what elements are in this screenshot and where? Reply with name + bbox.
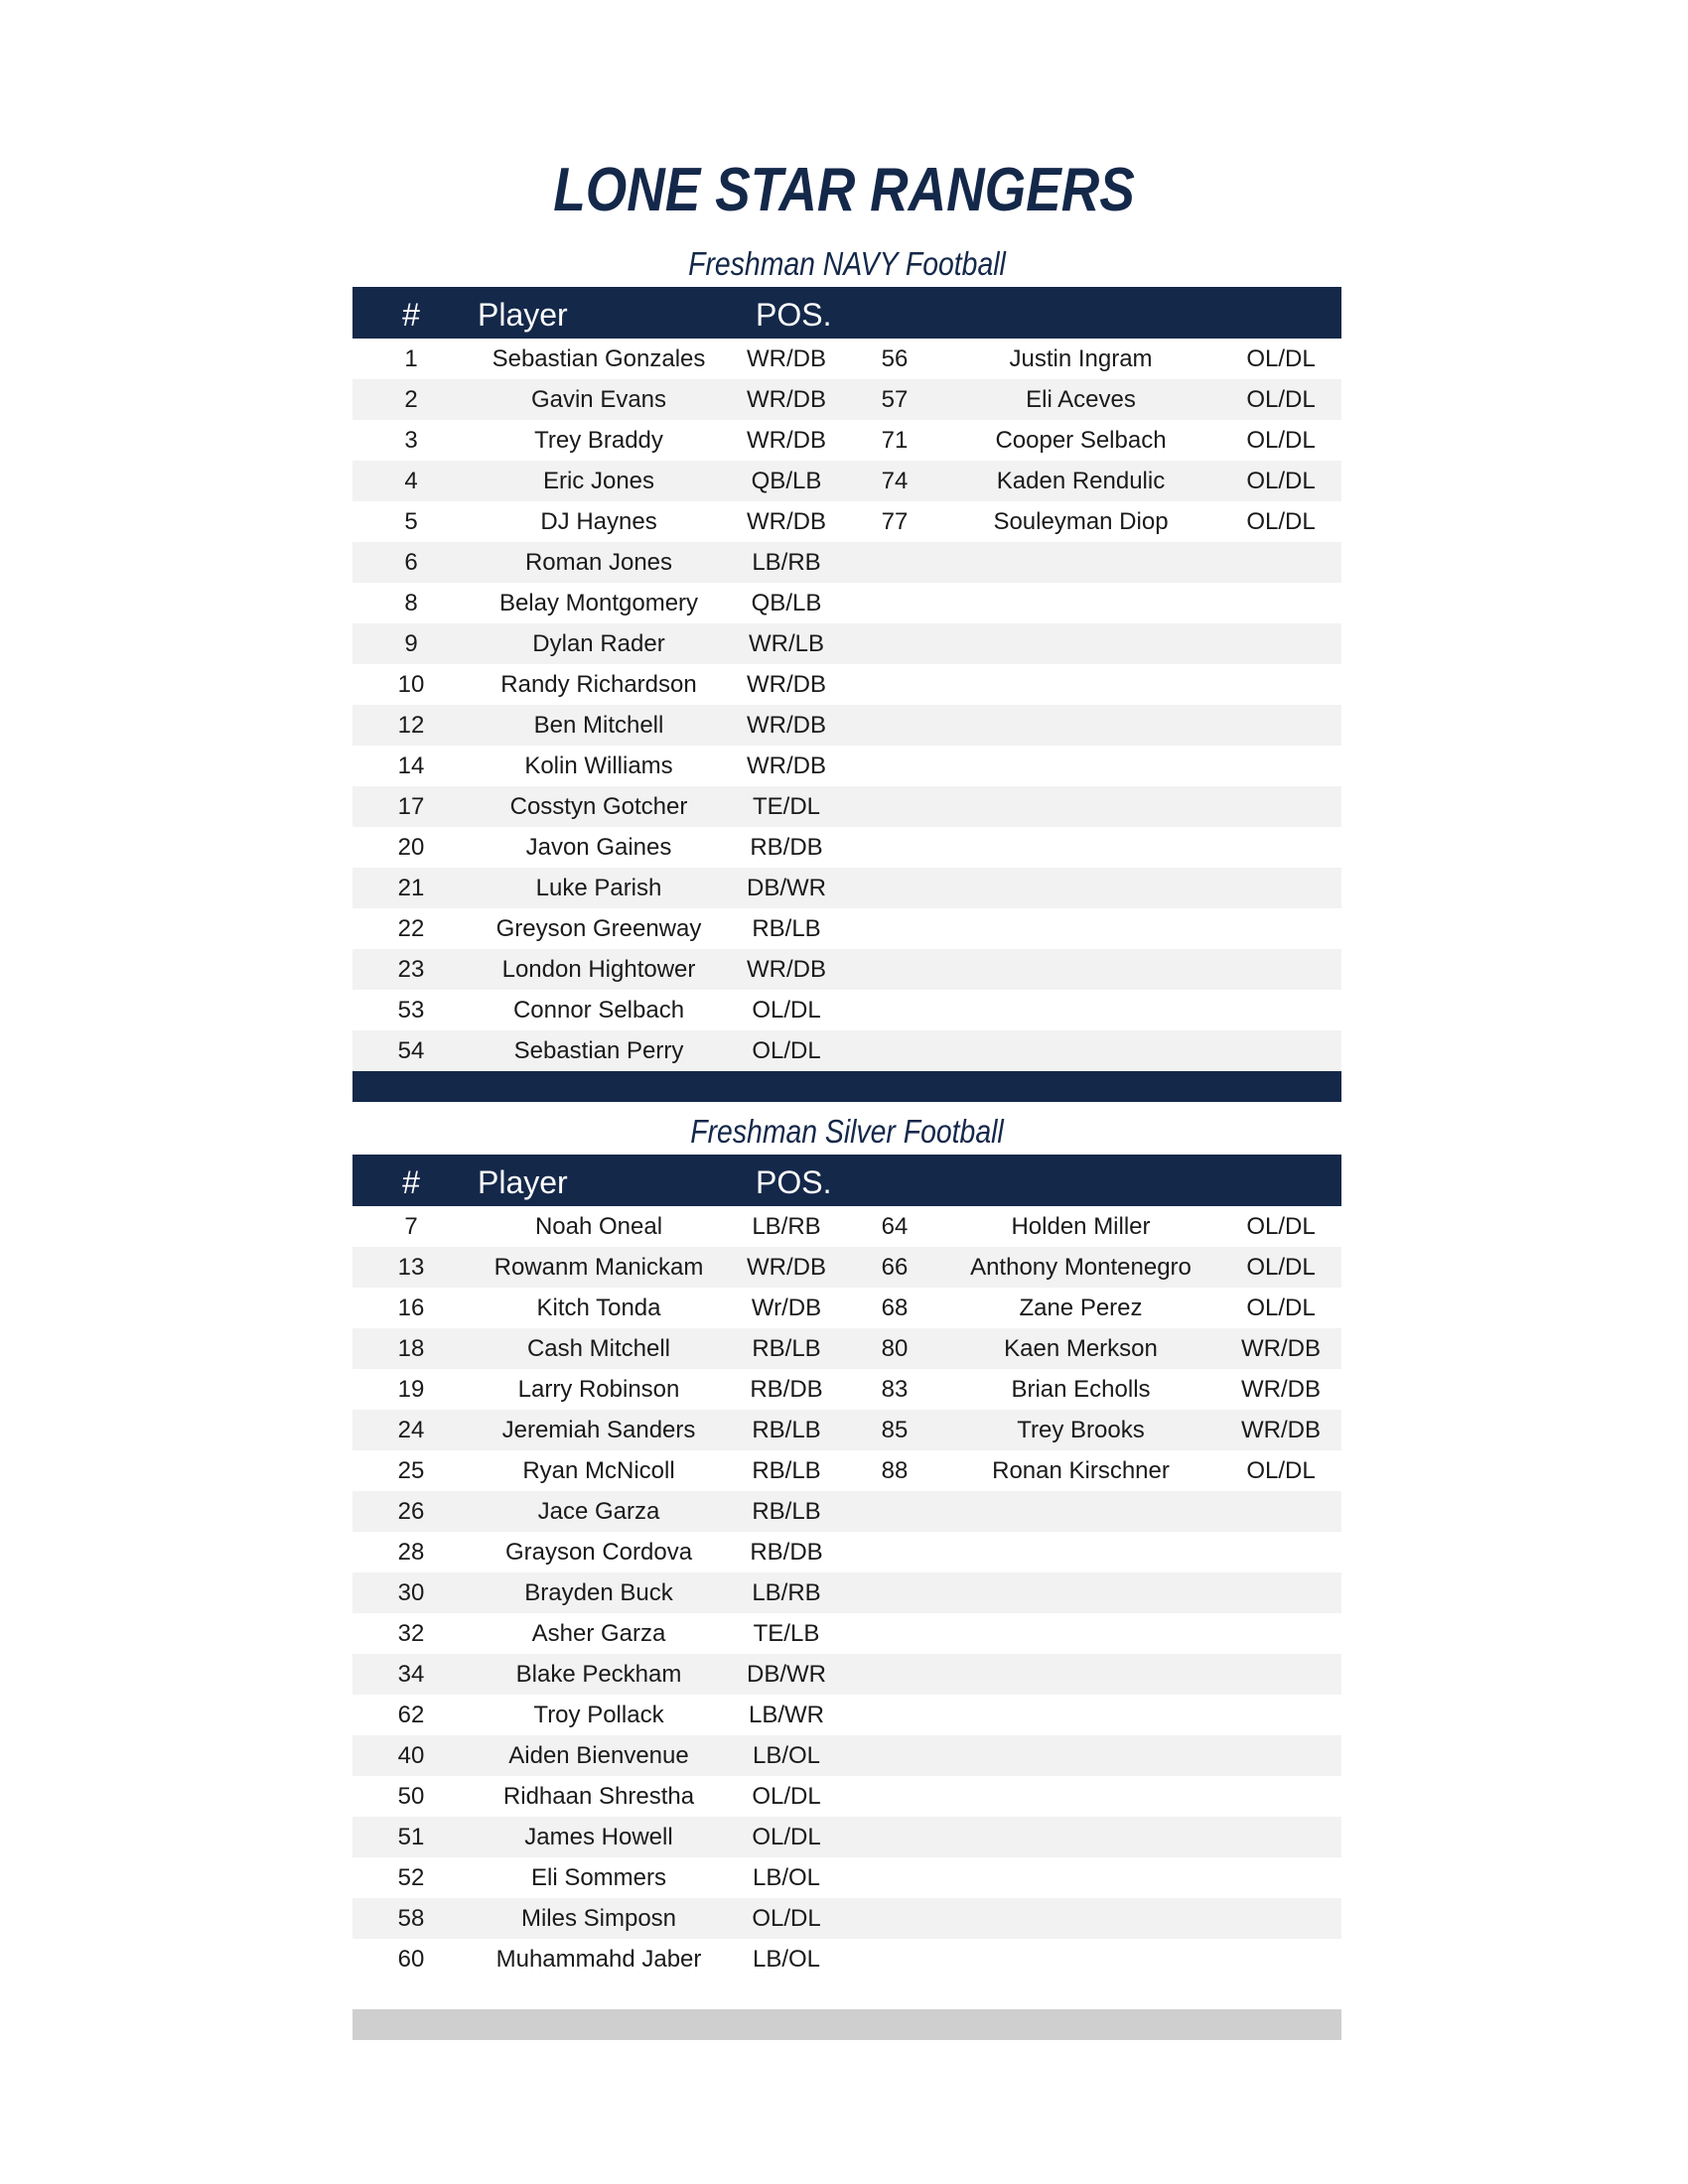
player-position: DB/WR — [747, 875, 826, 901]
player-number: 9 — [404, 630, 418, 657]
player-position: WR/DB — [747, 671, 826, 698]
player-position: LB/RB — [752, 1213, 821, 1240]
player-number: 6 — [404, 549, 418, 576]
player-name: Belay Montgomery — [498, 590, 699, 616]
table-row — [352, 664, 1341, 705]
player-number: 23 — [397, 956, 425, 983]
player-name: Eli Sommers — [530, 1864, 667, 1891]
table-row — [352, 1898, 1341, 1939]
player-number: 26 — [397, 1498, 425, 1525]
player-number: 24 — [397, 1417, 425, 1443]
player-number: 2 — [404, 386, 418, 413]
player-name: Cash Mitchell — [526, 1335, 671, 1362]
player-position: OL/DL — [1246, 1457, 1316, 1484]
player-name: Ben Mitchell — [533, 712, 664, 739]
player-name: Cooper Selbach — [995, 427, 1167, 454]
player-name: Cosstyn Gotcher — [509, 793, 688, 820]
player-name: Noah Oneal — [534, 1213, 663, 1240]
player-position: OL/DL — [1246, 386, 1316, 413]
table-row — [352, 461, 1341, 501]
player-position: OL/DL — [1246, 1254, 1316, 1281]
player-name: Brayden Buck — [524, 1579, 673, 1606]
player-position: WR/DB — [747, 1254, 826, 1281]
section-footer-bar — [352, 1071, 1341, 1102]
player-number: 1 — [404, 345, 418, 372]
table-row — [352, 1369, 1341, 1410]
player-name: Rowanm Manickam — [493, 1254, 704, 1281]
table-row — [352, 1328, 1341, 1369]
player-position: OL/DL — [752, 1783, 821, 1810]
player-number: 85 — [881, 1417, 909, 1443]
table-row — [352, 339, 1341, 379]
table-row — [352, 623, 1341, 664]
table-row — [352, 1532, 1341, 1572]
player-position: WR/LB — [748, 630, 824, 657]
player-number: 68 — [881, 1295, 909, 1321]
player-name: Kolin Williams — [524, 752, 673, 779]
player-name: Trey Braddy — [534, 427, 663, 454]
table-row — [352, 705, 1341, 746]
player-number: 22 — [397, 915, 425, 942]
player-name: London Hightower — [501, 956, 696, 983]
player-position: LB/OL — [752, 1946, 821, 1973]
table-row — [352, 1206, 1341, 1247]
player-number: 62 — [397, 1702, 425, 1728]
player-name: Miles Simposn — [520, 1905, 677, 1932]
player-number: 20 — [397, 834, 425, 861]
player-name: DJ Haynes — [540, 508, 657, 535]
player-number: 19 — [397, 1376, 425, 1403]
player-name: Blake Peckham — [515, 1661, 682, 1688]
player-name: Muhammahd Jaber — [495, 1946, 702, 1973]
player-number: 10 — [397, 671, 425, 698]
player-position: WR/DB — [747, 345, 826, 372]
player-number: 74 — [881, 468, 909, 494]
player-position: TE/LB — [753, 1620, 820, 1647]
roster-rows — [352, 339, 1341, 1071]
table-row — [352, 1695, 1341, 1735]
table-row — [352, 786, 1341, 827]
player-position: LB/RB — [752, 549, 821, 576]
table-row — [352, 1288, 1341, 1328]
player-position: WR/DB — [747, 508, 826, 535]
player-number: 13 — [397, 1254, 425, 1281]
player-position: QB/LB — [751, 590, 822, 616]
player-number: 56 — [881, 345, 909, 372]
player-name: Holden Miller — [1011, 1213, 1151, 1240]
player-number: 71 — [881, 427, 909, 454]
header-player: Player — [478, 297, 568, 333]
player-name: Zane Perez — [1019, 1295, 1143, 1321]
table-row — [352, 1939, 1341, 1979]
player-position: WR/DB — [747, 956, 826, 983]
player-number: 7 — [404, 1213, 418, 1240]
player-position: OL/DL — [1246, 427, 1316, 454]
player-position: OL/DL — [752, 1905, 821, 1932]
player-number: 64 — [881, 1213, 909, 1240]
player-number: 66 — [881, 1254, 909, 1281]
player-number: 54 — [397, 1037, 425, 1064]
player-position: RB/LB — [752, 1498, 821, 1525]
player-name: James Howell — [524, 1824, 673, 1850]
table-row — [352, 1735, 1341, 1776]
header-position: POS. — [756, 297, 832, 333]
table-row — [352, 908, 1341, 949]
table-row — [352, 1030, 1341, 1071]
table-row — [352, 1776, 1341, 1817]
table-row — [352, 990, 1341, 1030]
player-position: RB/LB — [752, 915, 821, 942]
table-row — [352, 379, 1341, 420]
player-name: Sebastian Gonzales — [492, 345, 706, 372]
player-position: LB/WR — [748, 1702, 824, 1728]
table-row — [352, 1857, 1341, 1898]
player-name: Grayson Cordova — [504, 1539, 693, 1566]
table-row — [352, 1491, 1341, 1532]
player-position: LB/RB — [752, 1579, 821, 1606]
header-player: Player — [478, 1164, 568, 1200]
player-number: 83 — [881, 1376, 909, 1403]
table-row — [352, 746, 1341, 786]
player-name: Trey Brooks — [1017, 1417, 1145, 1443]
player-position: Wr/DB — [751, 1295, 822, 1321]
player-name: Ryan McNicoll — [522, 1457, 675, 1484]
player-name: Gavin Evans — [530, 386, 667, 413]
player-name: Greyson Greenway — [495, 915, 702, 942]
player-number: 34 — [397, 1661, 425, 1688]
table-row — [352, 949, 1341, 990]
player-number: 32 — [397, 1620, 425, 1647]
header-number: # — [402, 297, 420, 333]
player-number: 12 — [397, 712, 425, 739]
player-number: 40 — [397, 1742, 425, 1769]
player-name: Sebastian Perry — [513, 1037, 684, 1064]
player-number: 28 — [397, 1539, 425, 1566]
player-position: RB/DB — [750, 834, 823, 861]
player-position: WR/DB — [747, 386, 826, 413]
page-title: LONE STAR RANGERS — [553, 156, 1135, 224]
table-row — [352, 868, 1341, 908]
table-header — [352, 1155, 1341, 1206]
player-name: Randy Richardson — [500, 671, 697, 698]
player-position: DB/WR — [747, 1661, 826, 1688]
player-name: Aiden Bienvenue — [508, 1742, 689, 1769]
player-number: 3 — [404, 427, 418, 454]
table-row — [352, 827, 1341, 868]
player-position: TE/DL — [752, 793, 820, 820]
player-number: 80 — [881, 1335, 909, 1362]
player-name: Larry Robinson — [517, 1376, 680, 1403]
player-name: Brian Echolls — [1011, 1376, 1151, 1403]
player-position: LB/OL — [752, 1864, 821, 1891]
player-position: OL/DL — [1246, 345, 1316, 372]
player-position: RB/LB — [752, 1417, 821, 1443]
player-number: 30 — [397, 1579, 425, 1606]
table-row — [352, 1247, 1341, 1288]
player-number: 51 — [397, 1824, 425, 1850]
player-number: 17 — [397, 793, 425, 820]
player-name: Roman Jones — [524, 549, 673, 576]
player-name: Justin Ingram — [1009, 345, 1153, 372]
table-row — [352, 1613, 1341, 1654]
player-name: Jace Garza — [537, 1498, 660, 1525]
table-header — [352, 287, 1341, 339]
player-number: 50 — [397, 1783, 425, 1810]
player-name: Connor Selbach — [512, 997, 685, 1024]
section-subtitle: Freshman Silver Football — [690, 1113, 1004, 1150]
section-footer-bar — [352, 2009, 1341, 2040]
table-row — [352, 1410, 1341, 1450]
table-row — [352, 542, 1341, 583]
player-position: OL/DL — [1246, 508, 1316, 535]
table-row — [352, 420, 1341, 461]
player-position: WR/DB — [1241, 1376, 1321, 1403]
player-position: WR/DB — [1241, 1335, 1321, 1362]
player-number: 53 — [397, 997, 425, 1024]
player-position: RB/DB — [750, 1376, 823, 1403]
player-number: 58 — [397, 1905, 425, 1932]
table-row — [352, 583, 1341, 623]
player-name: Javon Gaines — [525, 834, 672, 861]
player-position: RB/LB — [752, 1335, 821, 1362]
player-number: 57 — [881, 386, 909, 413]
player-position: WR/DB — [1241, 1417, 1321, 1443]
table-row — [352, 1817, 1341, 1857]
player-number: 52 — [397, 1864, 425, 1891]
roster-rows — [352, 1206, 1341, 1979]
player-position: LB/OL — [752, 1742, 821, 1769]
player-number: 21 — [397, 875, 425, 901]
player-number: 88 — [881, 1457, 909, 1484]
player-name: Kitch Tonda — [536, 1295, 661, 1321]
player-name: Kaden Rendulic — [996, 468, 1166, 494]
player-position: WR/DB — [747, 712, 826, 739]
player-position: QB/LB — [751, 468, 822, 494]
player-position: RB/LB — [752, 1457, 821, 1484]
player-position: OL/DL — [1246, 1213, 1316, 1240]
table-row — [352, 1450, 1341, 1491]
player-number: 4 — [404, 468, 418, 494]
table-row — [352, 501, 1341, 542]
player-name: Ronan Kirschner — [992, 1457, 1170, 1484]
player-name: Dylan Rader — [532, 630, 665, 657]
player-position: OL/DL — [1246, 1295, 1316, 1321]
player-number: 18 — [397, 1335, 425, 1362]
player-name: Eric Jones — [542, 468, 655, 494]
player-position: RB/DB — [750, 1539, 823, 1566]
table-row — [352, 1654, 1341, 1695]
player-name: Kaen Merkson — [1004, 1335, 1158, 1362]
player-name: Troy Pollack — [533, 1702, 664, 1728]
player-position: OL/DL — [1246, 468, 1316, 494]
header-position: POS. — [756, 1164, 832, 1200]
player-name: Souleyman Diop — [993, 508, 1169, 535]
player-name: Anthony Montenegro — [970, 1254, 1192, 1281]
player-name: Ridhaan Shrestha — [502, 1783, 695, 1810]
section-subtitle: Freshman NAVY Football — [688, 245, 1006, 282]
player-position: OL/DL — [752, 1037, 821, 1064]
player-number: 25 — [397, 1457, 425, 1484]
player-position: OL/DL — [752, 1824, 821, 1850]
player-number: 14 — [397, 752, 425, 779]
player-number: 5 — [404, 508, 418, 535]
player-number: 77 — [881, 508, 909, 535]
player-number: 16 — [397, 1295, 425, 1321]
table-row — [352, 1572, 1341, 1613]
player-position: OL/DL — [752, 997, 821, 1024]
header-number: # — [402, 1164, 420, 1200]
player-position: WR/DB — [747, 752, 826, 779]
player-name: Luke Parish — [535, 875, 662, 901]
player-name: Jeremiah Sanders — [501, 1417, 696, 1443]
player-name: Asher Garza — [531, 1620, 666, 1647]
player-position: WR/DB — [747, 427, 826, 454]
player-number: 60 — [397, 1946, 425, 1973]
player-name: Eli Aceves — [1026, 386, 1136, 413]
player-number: 8 — [404, 590, 418, 616]
